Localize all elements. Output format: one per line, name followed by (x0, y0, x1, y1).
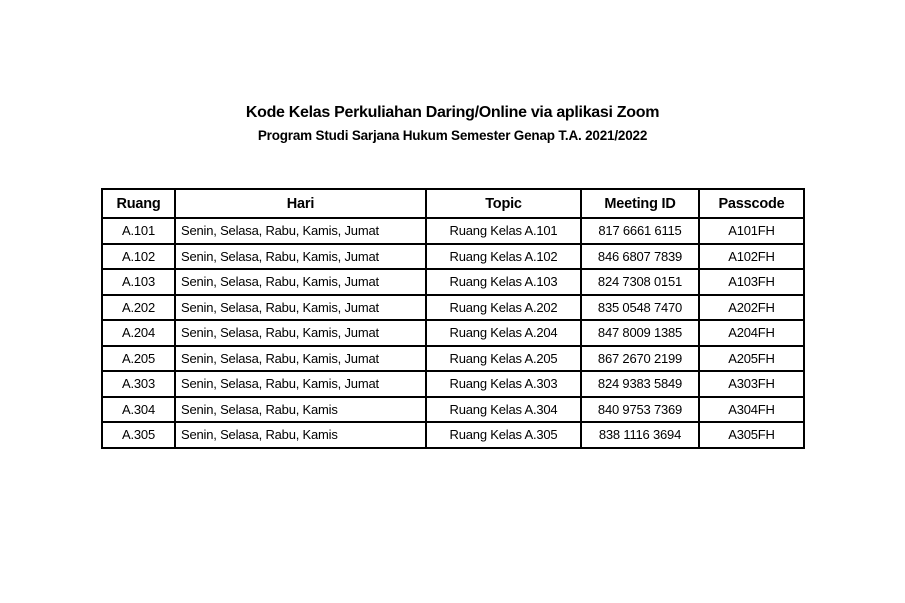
table-row (102, 244, 804, 270)
cell-ruang: A.205 (102, 346, 175, 372)
cell-ruang: A.305 (102, 422, 175, 448)
table-row (102, 295, 804, 321)
cell-ruang: A.202 (102, 295, 175, 321)
cell-meeting-id: 835 0548 7470 (581, 295, 699, 321)
cell-meeting-id: 824 7308 0151 (581, 269, 699, 295)
cell-passcode: A103FH (699, 269, 804, 295)
cell-passcode: A304FH (699, 397, 804, 423)
cell-hari: Senin, Selasa, Rabu, Kamis (175, 397, 426, 423)
table-row (102, 371, 804, 397)
cell-meeting-id: 840 9753 7369 (581, 397, 699, 423)
cell-hari: Senin, Selasa, Rabu, Kamis, Jumat (175, 320, 426, 346)
document-subtitle: Program Studi Sarjana Hukum Semester Genap T.A. 2021/2022 (257, 128, 648, 143)
table-row (102, 422, 804, 448)
column-header-topic: Topic (426, 189, 581, 218)
table-body (102, 218, 804, 448)
cell-topic: Ruang Kelas A.304 (426, 397, 581, 423)
cell-topic: Ruang Kelas A.303 (426, 371, 581, 397)
cell-topic: Ruang Kelas A.102 (426, 244, 581, 270)
cell-hari: Senin, Selasa, Rabu, Kamis, Jumat (175, 295, 426, 321)
cell-passcode: A202FH (699, 295, 804, 321)
table-row (102, 346, 804, 372)
cell-passcode: A102FH (699, 244, 804, 270)
table-row (102, 320, 804, 346)
table-row (102, 218, 804, 244)
cell-ruang: A.303 (102, 371, 175, 397)
zoom-class-schedule-table (101, 188, 805, 449)
cell-topic: Ruang Kelas A.205 (426, 346, 581, 372)
cell-hari: Senin, Selasa, Rabu, Kamis, Jumat (175, 269, 426, 295)
cell-meeting-id: 838 1116 3694 (581, 422, 699, 448)
cell-passcode: A204FH (699, 320, 804, 346)
cell-ruang: A.103 (102, 269, 175, 295)
column-header-passcode: Passcode (699, 189, 804, 218)
cell-ruang: A.304 (102, 397, 175, 423)
cell-ruang: A.101 (102, 218, 175, 244)
table-header-row (102, 189, 804, 218)
cell-passcode: A305FH (699, 422, 804, 448)
cell-meeting-id: 867 2670 2199 (581, 346, 699, 372)
cell-meeting-id: 824 9383 5849 (581, 371, 699, 397)
cell-hari: Senin, Selasa, Rabu, Kamis, Jumat (175, 371, 426, 397)
table-row (102, 269, 804, 295)
cell-topic: Ruang Kelas A.305 (426, 422, 581, 448)
column-header-hari: Hari (175, 189, 426, 218)
cell-topic: Ruang Kelas A.202 (426, 295, 581, 321)
cell-hari: Senin, Selasa, Rabu, Kamis, Jumat (175, 244, 426, 270)
cell-topic: Ruang Kelas A.101 (426, 218, 581, 244)
cell-meeting-id: 817 6661 6115 (581, 218, 699, 244)
cell-passcode: A205FH (699, 346, 804, 372)
cell-meeting-id: 847 8009 1385 (581, 320, 699, 346)
cell-ruang: A.204 (102, 320, 175, 346)
cell-hari: Senin, Selasa, Rabu, Kamis (175, 422, 426, 448)
column-header-meeting-id: Meeting ID (581, 189, 699, 218)
cell-ruang: A.102 (102, 244, 175, 270)
cell-hari: Senin, Selasa, Rabu, Kamis, Jumat (175, 218, 426, 244)
document-title: Kode Kelas Perkuliahan Daring/Online via aplikasi Zoom (245, 104, 660, 121)
cell-topic: Ruang Kelas A.103 (426, 269, 581, 295)
cell-topic: Ruang Kelas A.204 (426, 320, 581, 346)
cell-hari: Senin, Selasa, Rabu, Kamis, Jumat (175, 346, 426, 372)
cell-passcode: A101FH (699, 218, 804, 244)
column-header-ruang: Ruang (102, 189, 175, 218)
table-row (102, 397, 804, 423)
cell-passcode: A303FH (699, 371, 804, 397)
cell-meeting-id: 846 6807 7839 (581, 244, 699, 270)
